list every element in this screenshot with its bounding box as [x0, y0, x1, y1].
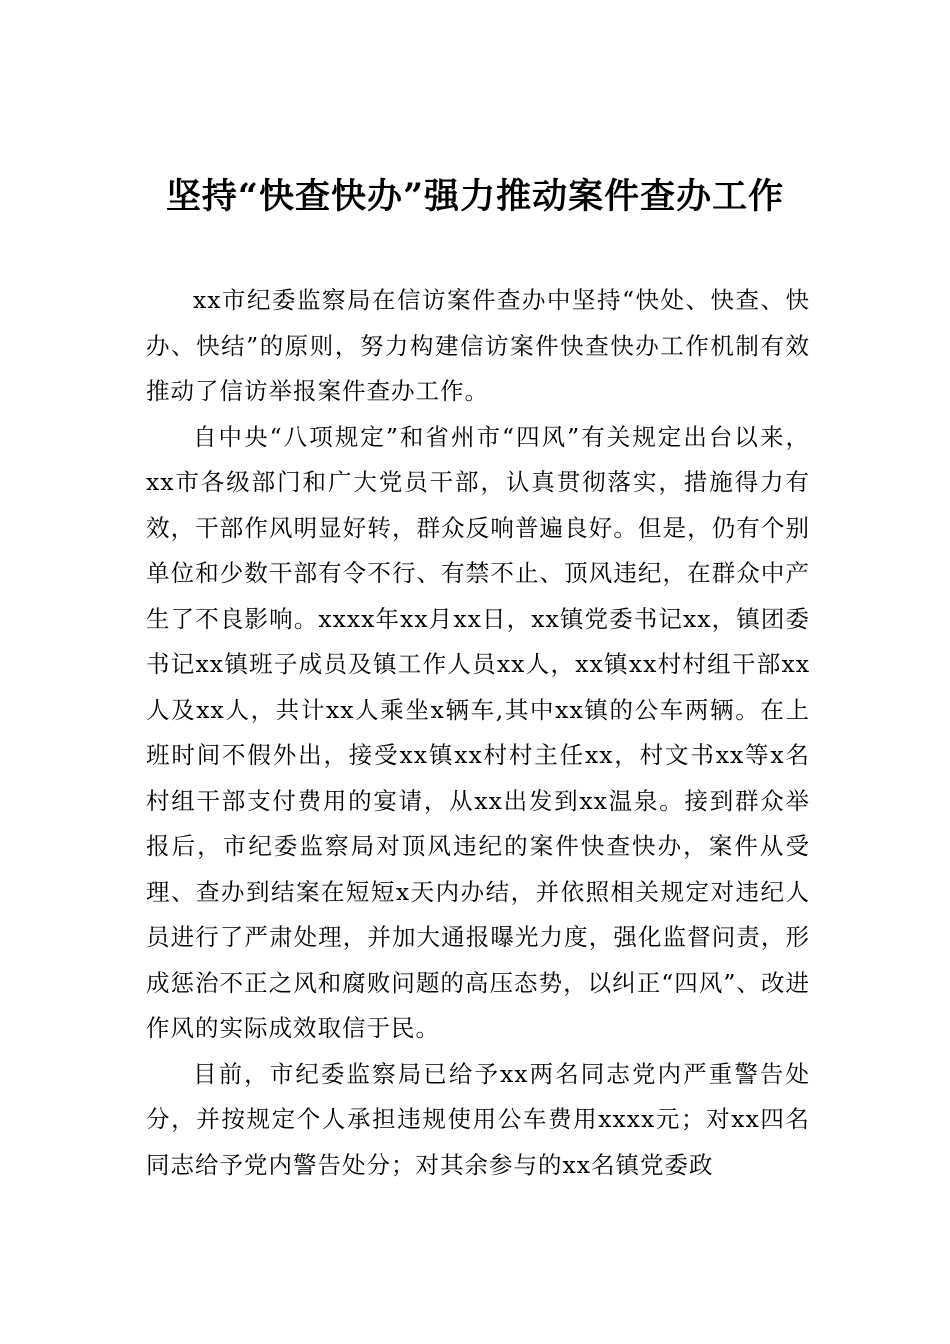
document-body: [146, 278, 810, 1188]
paragraph-case: 自中央“八项规定”和省州市“四风”有关规定出台以来，xx市各级部门和广大党员干部，认真贯彻落实，措施得力有效，干部作风明显好转，群众反响普遍良好。但是，仍有个别单位和少数干部有令不行、有禁不止、顶风违纪，在群众中产生了不良影响。xxxx年xx月xx日，xx镇党委书记xx，镇团委书记xx镇班子成员及镇工作人员xx人，xx镇xx村村组干部xx人及xx人，共计xx人乘坐x辆车,其中xx镇的公车两辆。在上班时间不假外出，接受xx镇xx村村主任xx，村文书xx等x名村组干部支付费用的宴请，从xx出发到xx温泉。接到群众举报后，市纪委监察局对顶风违纪的案件快查快办，案件从受理、查办到结案在短短x天内办结，并依照相关规定对违纪人员进行了严肃处理，并加大通报曝光力度，强化监督问责，形成惩治不正之风和腐败问题的高压态势，以纠正“四风”、改进作风的实际成效取信于民。: [146, 422, 810, 1042]
paragraph-outcome: 目前，市纪委监察局已给予xx两名同志党内严重警告处分，并按规定个人承担违规使用公车费用xxxx元；对xx四名同志给予党内警告处分；对其余参与的xx名镇党委政: [146, 1059, 810, 1179]
document-title: 坚持“快查快办”强力推动案件查办工作: [165, 176, 785, 217]
paragraph-intro: xx市纪委监察局在信访案件查办中坚持“快处、快查、快办、快结”的原则，努力构建信访案件快查快办工作机制有效推动了信访举报案件查办工作。: [146, 286, 810, 405]
